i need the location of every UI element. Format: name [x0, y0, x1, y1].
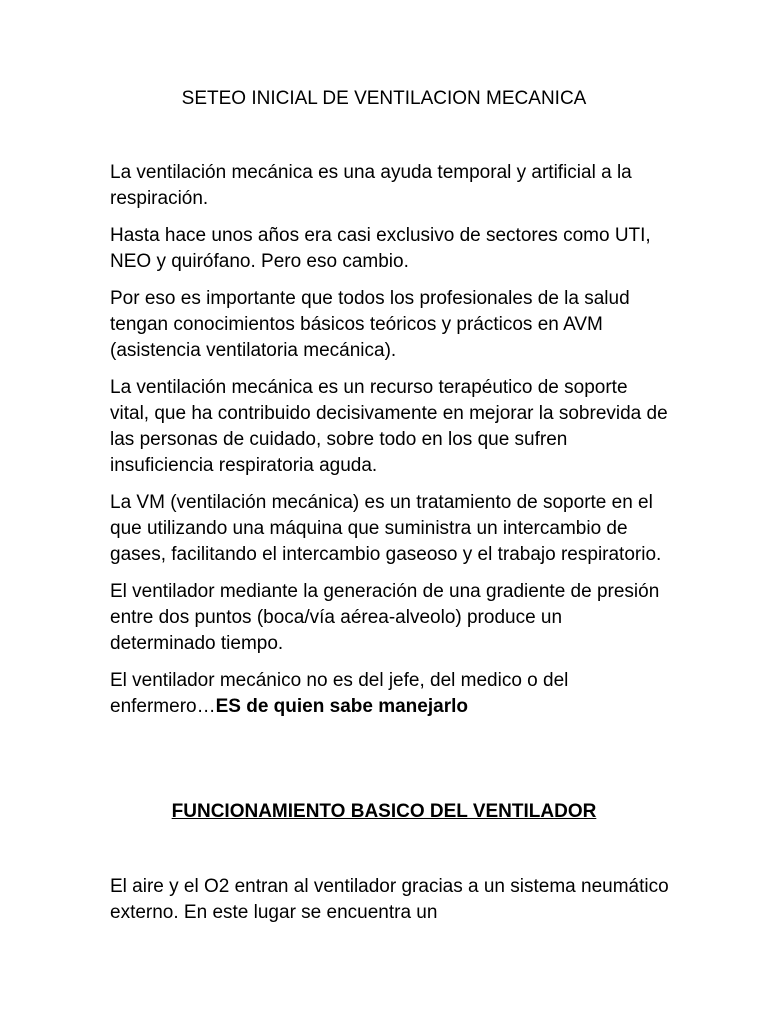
document-title: SETEO INICIAL DE VENTILACION MECANICA: [181, 88, 587, 109]
paragraph: Hasta hace unos años era casi exclusivo de sectores como UTI, NEO y quirófano. Pero eso cambio.: [110, 225, 651, 272]
closing-paragraph-bold: ES de quien sabe manejarlo: [215, 696, 468, 717]
paragraph: La VM (ventilación mecánica) es un tratamiento de soporte en el que utilizando una máquina que suministra un intercambio de gases, facilitando el intercambio gaseoso y el trabajo respiratorio.: [110, 492, 662, 565]
section-paragraph: El aire y el O2 entran al ventilador gracias a un sistema neumático externo. En este lugar se encuentra un: [110, 876, 669, 923]
closing-paragraph: [110, 668, 670, 720]
section-body: [110, 874, 670, 937]
paragraph: Por eso es importante que todos los profesionales de la salud tengan conocimientos básicos teóricos y prácticos en AVM (asistencia ventilatoria mecánica).: [110, 288, 630, 361]
section-heading: FUNCIONAMIENTO BASICO DEL VENTILADOR: [171, 801, 597, 822]
paragraph: El ventilador mediante la generación de una gradiente de presión entre dos puntos (boca/vía aérea-alveolo) produce un determinado tiempo.: [110, 581, 660, 654]
closing-paragraph-text: El ventilador mecánico no es del jefe, del medico o del enfermero…: [110, 670, 569, 717]
document-body: [110, 160, 670, 731]
paragraph: La ventilación mecánica es una ayuda temporal y artificial a la respiración.: [110, 162, 632, 209]
paragraph: La ventilación mecánica es un recurso terapéutico de soporte vital, que ha contribuido decisivamente en mejorar la sobrevida de las personas de cuidado, sobre todo en los que sufren insuficiencia respiratoria aguda.: [110, 377, 668, 476]
